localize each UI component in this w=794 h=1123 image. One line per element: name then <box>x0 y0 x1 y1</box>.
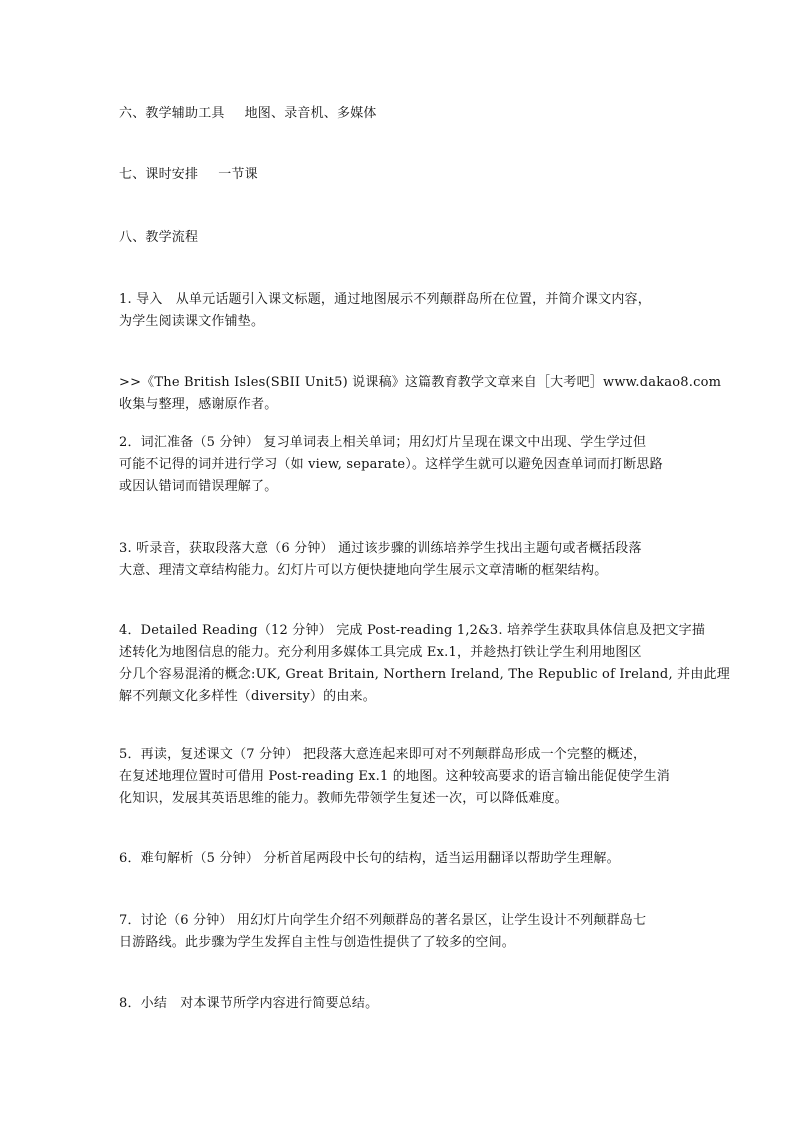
section-tools-label: 六、教学辅助工具 <box>119 106 225 121</box>
step-2-line-3: 或因认错词而错误理解了。 <box>119 479 278 494</box>
source-note-line-2: 收集与整理，感谢原作者。 <box>119 397 278 412</box>
section-process-heading: 八、教学流程 <box>119 230 199 245</box>
step-6-line-1: 6．难句解析（5 分钟） 分析首尾两段中长句的结构，适当运用翻译以帮助学生理解。 <box>119 851 620 866</box>
section-time-label: 七、课时安排 <box>119 167 199 182</box>
step-3-line-1: 3. 听录音，获取段落大意（6 分钟） 通过该步骤的训练培养学生找出主题句或者概括段落 <box>119 541 642 556</box>
step-7-line-2: 日游路线。此步骤为学生发挥自主性与创造性提供了了较多的空间。 <box>119 935 516 950</box>
step-7-line-1: 7．讨论（6 分钟） 用幻灯片向学生介绍不列颠群岛的著名景区，让学生设计不列颠群岛七 <box>119 913 647 928</box>
section-time-content: 一节课 <box>218 167 258 182</box>
section-time <box>119 163 679 186</box>
source-note-line-1: >>《The British Isles(SBII Unit5) 说课稿》这篇教育教学文章来自［大考吧］www.dakao8.com <box>119 375 722 390</box>
step-5-line-2: 在复述地理位置时可借用 Post-reading Ex.1 的地图。这种较高要求的语言输出能促使学生消 <box>119 769 670 784</box>
step-3-line-2: 大意、理清文章结构能力。幻灯片可以方便快捷地向学生展示文章清晰的框架结构。 <box>119 563 608 578</box>
step-5-line-1: 5．再读，复述课文（7 分钟） 把段落大意连起来即可对不列颠群岛形成一个完整的概述， <box>119 747 647 762</box>
section-tools-content: 地图、录音机、多媒体 <box>244 106 377 121</box>
step-8-line-1: 8．小结 对本课节所学内容进行简要总结。 <box>119 996 379 1011</box>
step-2-line-2: 可能不记得的词并进行学习（如 view, separate）。这样学生就可以避免因查单词而打断思路 <box>119 457 663 472</box>
step-4-line-2: 述转化为地图信息的能力。充分利用多媒体工具完成 Ex.1，并趁热打铁让学生利用地图区 <box>119 645 642 660</box>
step-4-line-3: 分几个容易混淆的概念:UK, Great Britain, Northern Ireland, The Republic of Ireland, 并由此理 <box>119 667 730 682</box>
step-5-line-3: 化知识，发展其英语思维的能力。教师先带领学生复述一次，可以降低难度。 <box>119 791 568 806</box>
step-4-line-1: 4．Detailed Reading（12 分钟） 完成 Post-reading 1,2&3. 培养学生获取具体信息及把文字描 <box>119 623 706 638</box>
step-1-line-2: 为学生阅读课文作铺垫。 <box>119 314 265 329</box>
section-tools <box>119 102 679 125</box>
step-2-line-1: 2．词汇准备（5 分钟） 复习单词表上相关单词；用幻灯片呈现在课文中出现、学生学过但 <box>119 435 647 450</box>
step-1-line-1: 1. 导入 从单元话题引入课文标题，通过地图展示不列颠群岛所在位置，并简介课文内容， <box>119 292 651 307</box>
step-4-line-4: 解不列颠文化多样性（diversity）的由来。 <box>119 689 376 704</box>
